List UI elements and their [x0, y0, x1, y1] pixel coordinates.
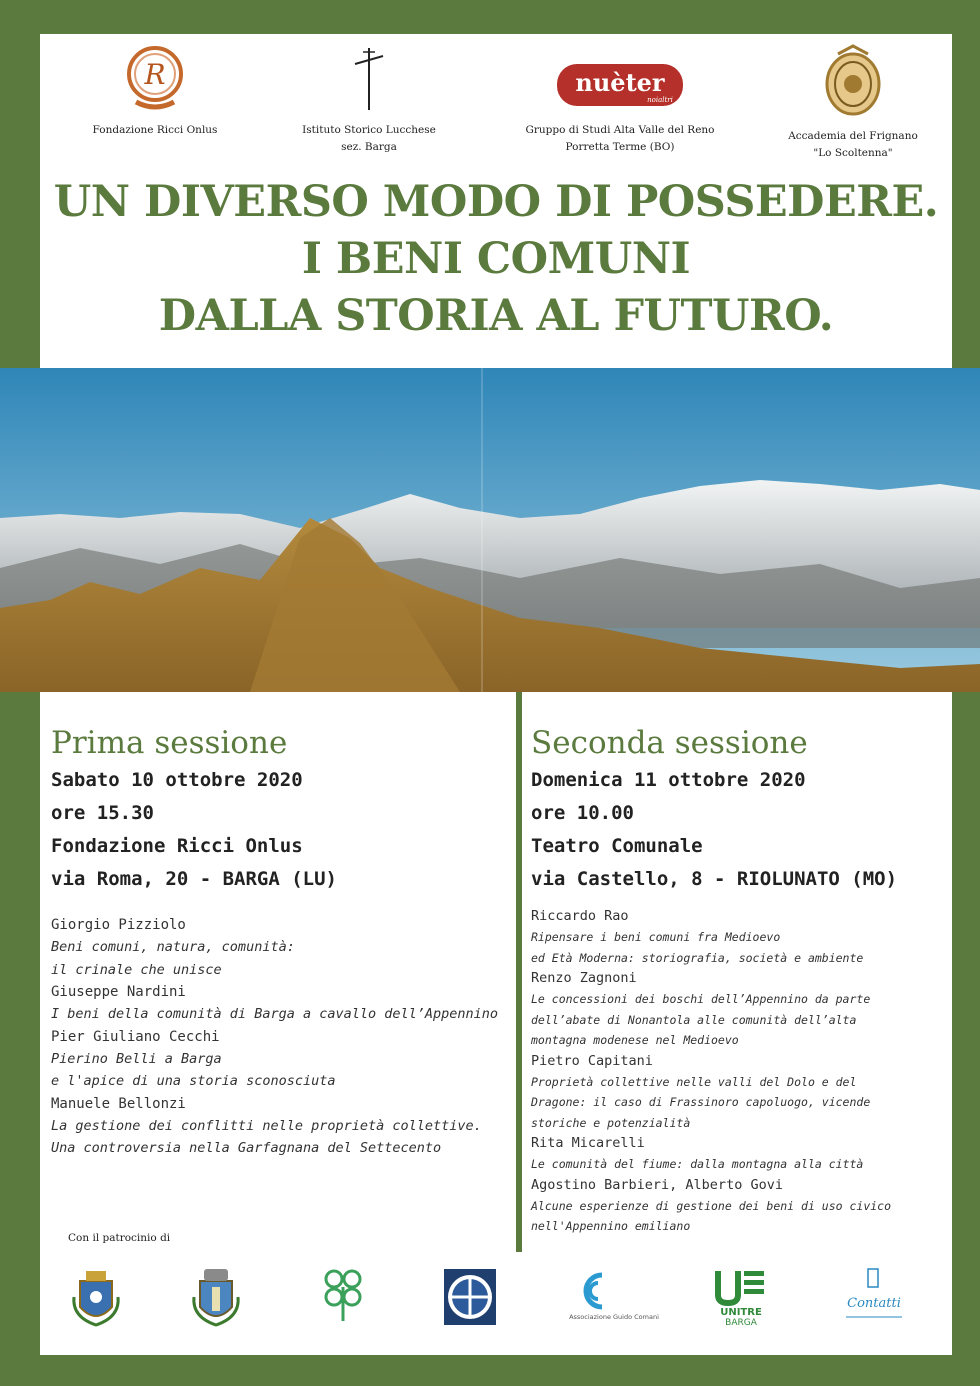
session-1: [51, 722, 506, 1160]
title-line-3: DALLA STORIA AL FUTURO.: [158, 291, 834, 341]
talk-title: Proprietà collettive nelle valli del Dolo e del: [531, 1074, 857, 1089]
talk-title: Ripensare i beni comuni fra Medioevo: [531, 930, 781, 944]
page-title: [40, 174, 952, 345]
unitre-logo-text: UNITRE: [720, 1307, 762, 1318]
patron-round-seal: [442, 1267, 498, 1331]
patron-unitre: [710, 1267, 772, 1331]
talk-title: ed Età Moderna: storiografia, società e ambiente: [531, 950, 864, 965]
talk-title: Una controversia nella Garfagnana del Settecento: [51, 1140, 442, 1156]
tree-emblem-icon: [320, 1267, 366, 1323]
talk-title: storiche e potenzialità: [531, 1115, 691, 1130]
patronage-label: Con il patrocinio di: [68, 1232, 171, 1244]
session-address: via Roma, 20 - BARGA (LU): [51, 868, 337, 890]
session-date: Domenica 11 ottobre 2020: [531, 769, 806, 791]
talk-title: nell'Appennino emiliano: [531, 1219, 691, 1233]
talk-title: Dragone: il caso di Frassinoro capoluogo, vicende: [531, 1095, 871, 1109]
title-line-1: UN DIVERSO MODO DI POSSEDERE.: [53, 177, 939, 227]
talk-speaker: Pier Giuliano Cecchi: [51, 1028, 220, 1045]
patron-associazione: [558, 1267, 670, 1331]
patron-municipal-crest: [70, 1267, 122, 1333]
organizer-ricci: [85, 44, 225, 139]
talk-title: dell’abate di Nonantola alle comunità dell’alta: [531, 1012, 857, 1027]
talk-speaker: Giuseppe Nardini: [51, 984, 186, 1000]
unitre-logo: [710, 1267, 772, 1327]
organizer-sub: "Lo Scoltenna": [813, 147, 893, 159]
organizer-sub: Porretta Terme (BO): [565, 141, 675, 153]
session-heading: Seconda sessione: [531, 725, 808, 761]
castelluccio-logo-text: Contatti: [847, 1296, 901, 1311]
talk-speaker: Rita Micarelli: [531, 1135, 645, 1151]
organizer-sub: sez. Barga: [341, 141, 397, 153]
organizer-name: Gruppo di Studi Alta Valle del Reno: [525, 124, 715, 136]
session-heading: Prima sessione: [51, 725, 288, 761]
cross-icon: [349, 44, 389, 114]
organizer-nueter: [520, 44, 720, 156]
organizer-name: Istituto Storico Lucchese: [302, 124, 436, 136]
associazione-logo-text: Associazione Guido Comani: [569, 1313, 659, 1321]
mountain-panorama-photo: [0, 368, 980, 692]
session-venue: Teatro Comunale: [531, 835, 703, 857]
talk-speaker: Manuele Bellonzi: [51, 1095, 186, 1112]
session-time: ore 15.30: [51, 802, 154, 824]
talk-speaker: Giorgio Pizziolo: [51, 917, 186, 933]
program-panel: [40, 692, 952, 1355]
organizer-name: Fondazione Ricci Onlus: [92, 124, 218, 136]
talk-title: Le comunità del fiume: dalla montagna alla città: [531, 1157, 864, 1171]
patron-castelluccio: [838, 1267, 910, 1335]
municipal-crest-icon: [70, 1267, 122, 1329]
associazione-logo: [558, 1267, 670, 1327]
nueter-logo-text: nuèter: [575, 68, 665, 97]
talk-title: montagna modenese nel Medioevo: [531, 1033, 739, 1047]
talk-list: [51, 914, 506, 1160]
organizer-accademia: [773, 44, 933, 162]
barga-crest-icon: [190, 1267, 242, 1329]
session-time: ore 10.00: [531, 802, 634, 824]
session-divider: [516, 692, 522, 1252]
talk-title: Le concessioni dei boschi dell’Appennino da parte: [531, 992, 871, 1006]
svg-text:R: R: [144, 58, 166, 91]
talk-title: Alcune esperienze di gestione dei beni di uso civico: [531, 1198, 892, 1213]
talk-speaker: Agostino Barbieri, Alberto Govi: [531, 1176, 783, 1193]
talk-title: Beni comuni, natura, comunità:: [51, 939, 295, 955]
talk-title: e l'apice di una storia sconosciuta: [51, 1073, 336, 1089]
talk-title: I beni della comunità di Barga a cavallo dell’Appennino: [51, 1006, 499, 1022]
nueter-logo: [555, 44, 685, 114]
organizer-name: Accademia del Frignano: [788, 130, 918, 142]
ricci-monogram-icon: [124, 44, 186, 114]
session-address: via Castello, 8 - RIOLUNATO (MO): [531, 868, 898, 890]
talk-title: il crinale che unisce: [51, 961, 222, 978]
talk-speaker: Renzo Zagnoni: [531, 970, 637, 986]
academy-seal-icon: [818, 44, 888, 120]
session-date: Sabato 10 ottobre 2020: [51, 769, 303, 791]
castelluccio-logo: [838, 1267, 910, 1331]
patron-tree-emblem: [320, 1267, 366, 1327]
header-panel: [40, 34, 952, 368]
talk-list: [531, 906, 946, 1237]
talk-speaker: Riccardo Rao: [531, 908, 629, 924]
talk-speaker: Pietro Capitani: [531, 1052, 653, 1069]
session-2: [531, 722, 946, 1237]
nueter-logo-sub: noialtri: [647, 96, 673, 104]
patron-barga-crest: [190, 1267, 242, 1333]
talk-title: La gestione dei conflitti nelle proprietà collettive.: [51, 1117, 482, 1134]
talk-title: Pierino Belli a Barga: [51, 1050, 222, 1067]
organizer-istituto-storico: [295, 44, 443, 156]
round-seal-icon: [442, 1267, 498, 1327]
unitre-logo-sub: BARGA: [725, 1318, 757, 1327]
session-venue: Fondazione Ricci Onlus: [51, 835, 303, 857]
title-line-2: I BENI COMUNI: [301, 234, 691, 284]
